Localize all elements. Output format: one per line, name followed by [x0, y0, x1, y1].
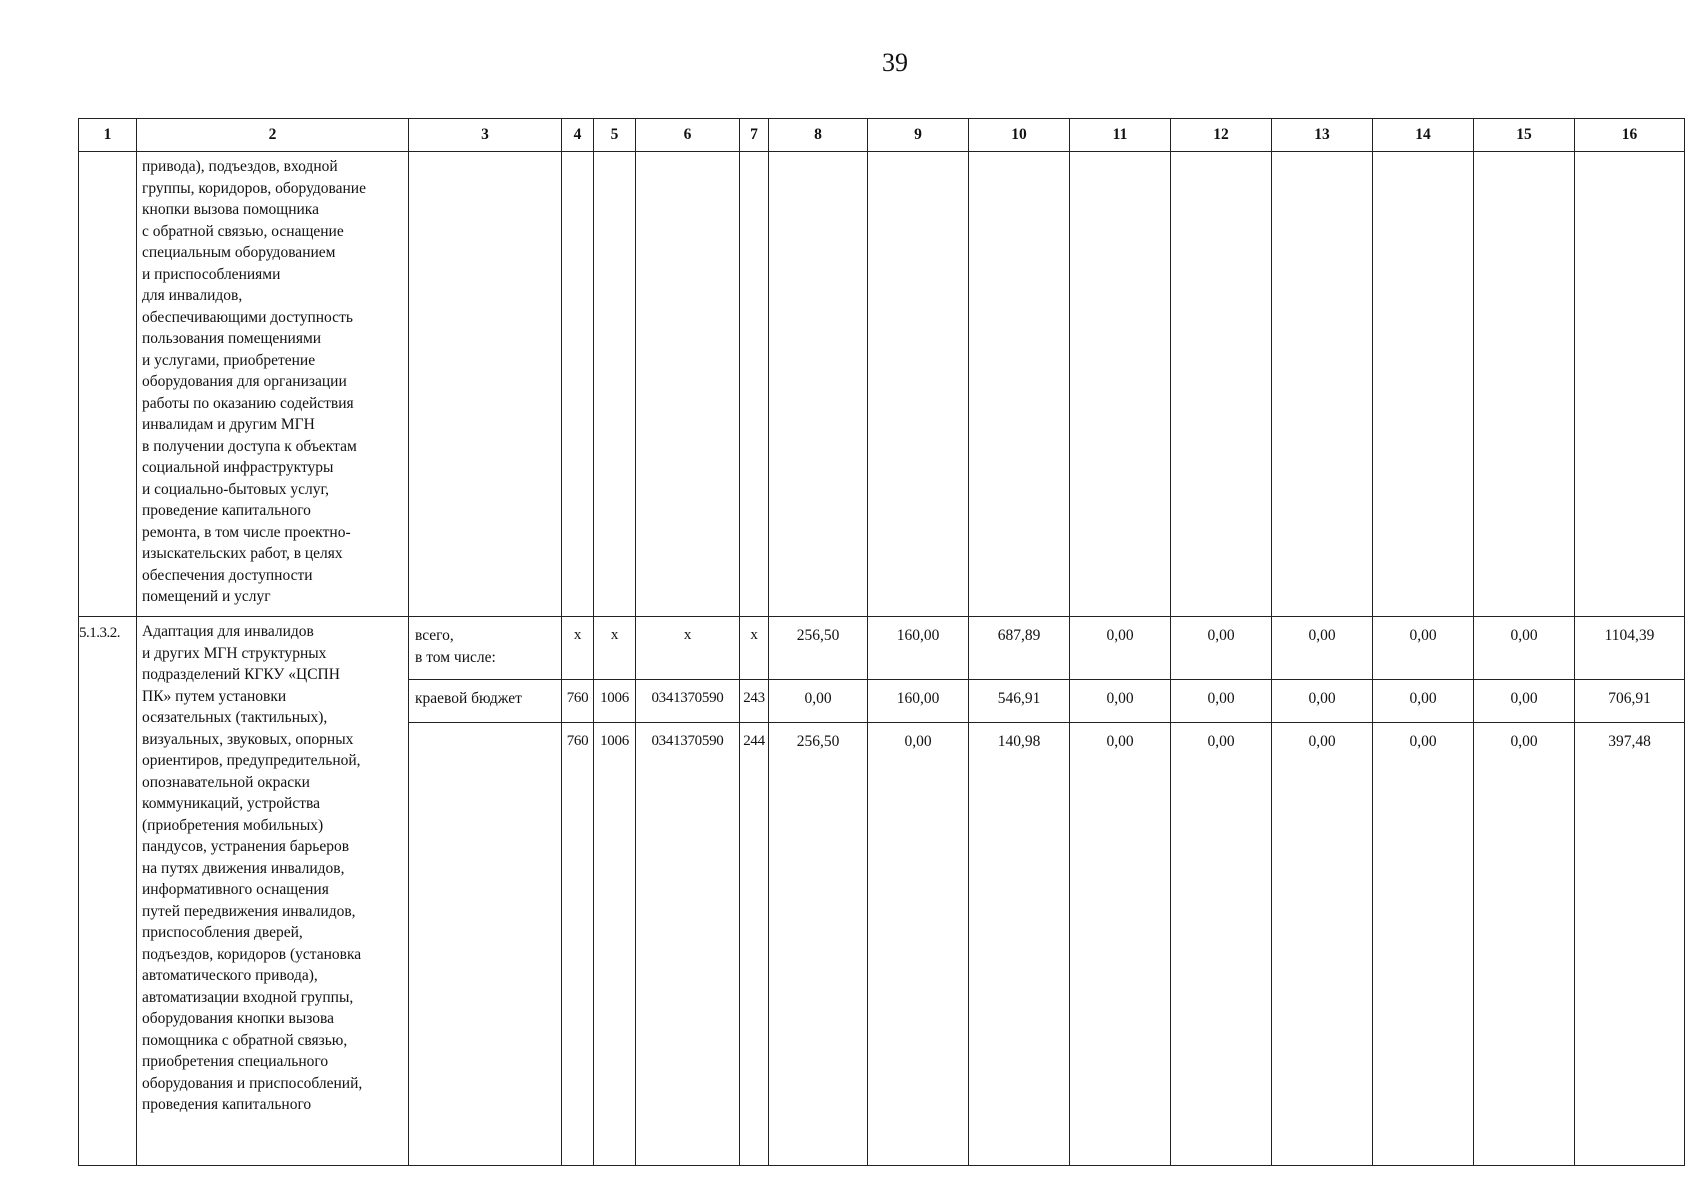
- cell-value: 0,00: [769, 680, 868, 723]
- cell: [1373, 152, 1474, 617]
- cell-c6: 0341370590: [636, 680, 740, 723]
- col-header-10: 10: [969, 119, 1070, 152]
- cell: [769, 152, 868, 617]
- cell: [1575, 152, 1685, 617]
- cell: [868, 152, 969, 617]
- cell-c4: 760: [562, 723, 594, 1166]
- col-header-5: 5: [594, 119, 636, 152]
- col-header-4: 4: [562, 119, 594, 152]
- page-number: 39: [882, 48, 908, 77]
- cell-value: 397,48: [1575, 723, 1685, 1166]
- cell-value: 256,50: [769, 723, 868, 1166]
- col-header-11: 11: [1070, 119, 1171, 152]
- cell-value: 0,00: [1373, 617, 1474, 680]
- col-header-6: 6: [636, 119, 740, 152]
- cell-value: 0,00: [1171, 617, 1272, 680]
- cell-value: 0,00: [1474, 617, 1575, 680]
- cell: [1474, 152, 1575, 617]
- cell-value: 0,00: [1272, 680, 1373, 723]
- cell-c5: 1006: [594, 680, 636, 723]
- cell-value: 0,00: [1070, 723, 1171, 1166]
- budget-table: [78, 118, 1685, 1166]
- item-index: 5.1.3.2.: [79, 617, 137, 1166]
- table-row-total: [79, 617, 1685, 680]
- cell-value: 0,00: [1373, 723, 1474, 1166]
- cell-c5: x: [594, 617, 636, 680]
- cell-value: 0,00: [1272, 723, 1373, 1166]
- cell-c6: 0341370590: [636, 723, 740, 1166]
- continued-row: [79, 152, 1685, 617]
- cell-value: 0,00: [1171, 680, 1272, 723]
- cell-value: 0,00: [1373, 680, 1474, 723]
- cell-value: 256,50: [769, 617, 868, 680]
- col-header-9: 9: [868, 119, 969, 152]
- cell-c5: 1006: [594, 723, 636, 1166]
- cell-value: 160,00: [868, 617, 969, 680]
- col-header-8: 8: [769, 119, 868, 152]
- cell-value: 706,91: [1575, 680, 1685, 723]
- cell: [562, 152, 594, 617]
- cell-value: 546,91: [969, 680, 1070, 723]
- cell: [1272, 152, 1373, 617]
- cell: [409, 152, 562, 617]
- col-header-12: 12: [1171, 119, 1272, 152]
- continued-description: привода), подъездов, входной группы, коридоров, оборудование кнопки вызова помощника с обратной связью, оснащение специальным оборудованием и приспособлениями для инвалидов, обеспечивающими доступность пользования помещениями и услугами, приобретение оборудования для организации работы по оказанию содействия инвалидам и другим МГН в получении доступа к объектам социальной инфраструктуры и социально-бытовых услуг, проведение капитального ремонта, в том числе проектно- изыскательских работ, в целях обеспечения доступности помещений и услуг: [137, 152, 409, 617]
- cell-value: 0,00: [1272, 617, 1373, 680]
- cell-value: 0,00: [1070, 617, 1171, 680]
- funding-source: краевой бюджет: [409, 680, 562, 723]
- col-header-2: 2: [137, 119, 409, 152]
- cell-value: 0,00: [1474, 680, 1575, 723]
- cell-value: 0,00: [868, 723, 969, 1166]
- cell-c7: x: [740, 617, 769, 680]
- funding-source: всего, в том числе:: [409, 617, 562, 680]
- funding-source: [409, 723, 562, 1166]
- cell: [594, 152, 636, 617]
- cell-value: 1104,39: [1575, 617, 1685, 680]
- cell-value: 140,98: [969, 723, 1070, 1166]
- cell: [1171, 152, 1272, 617]
- col-header-3: 3: [409, 119, 562, 152]
- col-header-7: 7: [740, 119, 769, 152]
- cell: [740, 152, 769, 617]
- cell-value: 0,00: [1070, 680, 1171, 723]
- item-description: Адаптация для инвалидов и других МГН структурных подразделений КГКУ «ЦСПН ПК» путем установки осязательных (тактильных), визуальных, звуковых, опорных ориентиров, предупредительной, опознавательной окраски коммуникаций, устройства (приобретения мобильных) пандусов, устранения барьеров на путях движения инвалидов, информативного оснащения путей передвижения инвалидов, приспособления дверей, подъездов, коридоров (установка автоматического привода), автоматизации входной группы, оборудования кнопки вызова помощника с обратной связью, приобретения специального оборудования и приспособлений, проведения капитального: [137, 617, 409, 1166]
- col-header-13: 13: [1272, 119, 1373, 152]
- cell-c4: x: [562, 617, 594, 680]
- cell-value: 0,00: [1474, 723, 1575, 1166]
- cell: [636, 152, 740, 617]
- cell-value: 0,00: [1171, 723, 1272, 1166]
- cell-value: 160,00: [868, 680, 969, 723]
- cell: [79, 152, 137, 617]
- cell-c6: x: [636, 617, 740, 680]
- cell: [969, 152, 1070, 617]
- col-header-1: 1: [79, 119, 137, 152]
- header-row: [79, 119, 1685, 152]
- col-header-14: 14: [1373, 119, 1474, 152]
- col-header-15: 15: [1474, 119, 1575, 152]
- col-header-16: 16: [1575, 119, 1685, 152]
- cell-c7: 244: [740, 723, 769, 1166]
- cell: [1070, 152, 1171, 617]
- cell-c4: 760: [562, 680, 594, 723]
- cell-c7: 243: [740, 680, 769, 723]
- cell-value: 687,89: [969, 617, 1070, 680]
